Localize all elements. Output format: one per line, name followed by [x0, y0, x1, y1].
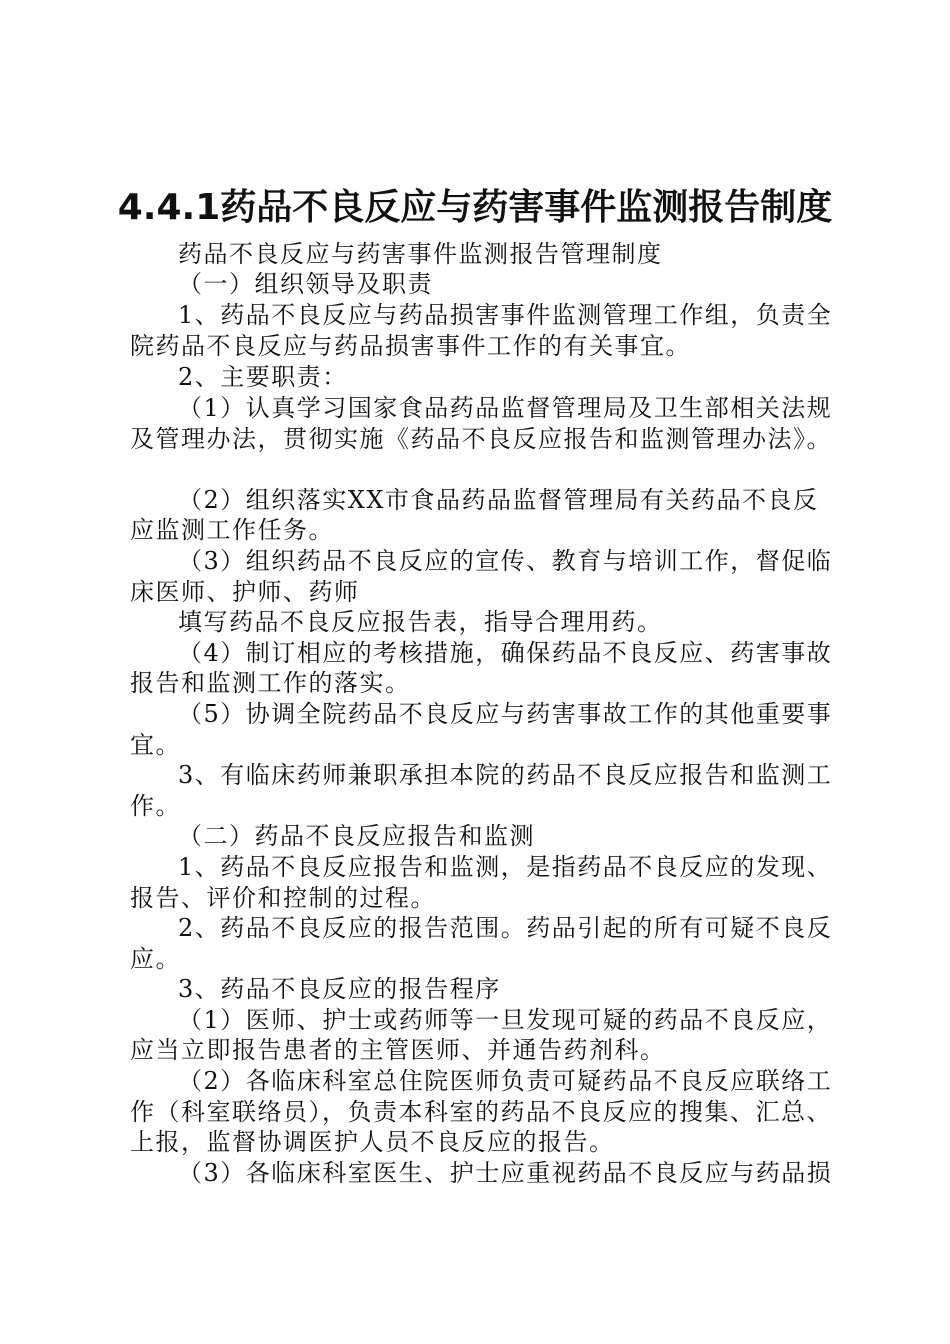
paragraph-line: 填写药品不良反应报告表，指导合理用药。	[178, 608, 663, 636]
paragraph-line: （3）各临床科室医生、护士应重视药品不良反应与药品损	[178, 1159, 833, 1187]
section-heading: （二）药品不良反应报告和监测	[178, 822, 535, 850]
paragraph-line: 2、药品不良反应的报告范围。药品引起的所有可疑不良反	[178, 914, 833, 942]
paragraph-line: （2）各临床科室总住院医师负责可疑药品不良反应联络工	[178, 1067, 833, 1095]
paragraph-line: 3、药品不良反应的报告程序	[178, 975, 501, 1003]
paragraph-line: 床医师、护师、药师	[130, 578, 360, 606]
paragraph-line: （1）医师、护士或药师等一旦发现可疑的药品不良反应，	[178, 1006, 833, 1034]
paragraph-line: 上报，监督协调医护人员不良反应的报告。	[130, 1128, 615, 1156]
subtitle-line: 药品不良反应与药害事件监测报告管理制度	[178, 240, 663, 268]
paragraph-line: 3、有临床药师兼职承担本院的药品不良反应报告和监测工	[178, 761, 833, 789]
paragraph-line: 2、主要职责：	[178, 363, 348, 391]
paragraph-line: （5）协调全院药品不良反应与药害事故工作的其他重要事	[178, 700, 833, 728]
paragraph-line: 作。	[130, 792, 181, 820]
paragraph-line: （2）组织落实XX市食品药品监督管理局有关药品不良反	[178, 486, 819, 514]
document-title: 4.4.1药品不良反应与药害事件监测报告制度	[117, 187, 833, 228]
paragraph-line: 报告、评价和控制的过程。	[130, 884, 436, 912]
paragraph-line: 应。	[130, 945, 181, 973]
paragraph-line: 宜。	[130, 731, 181, 759]
section-heading: （一）组织领导及职责	[178, 270, 433, 298]
paragraph-line: 院药品不良反应与药品损害事件工作的有关事宜。	[130, 332, 691, 360]
paragraph-line: 应监测工作任务。	[130, 516, 334, 544]
paragraph-line: 作（科室联络员），负责本科室的药品不良反应的搜集、汇总、	[130, 1098, 832, 1126]
paragraph-line: 应当立即报告患者的主管医师、并通告药剂科。	[130, 1036, 666, 1064]
paragraph-line: 1、药品不良反应与药品损害事件监测管理工作组，负责全	[178, 301, 833, 329]
paragraph-line: 及管理办法，贯彻实施《药品不良反应报告和监测管理办法》。	[130, 425, 832, 453]
paragraph-line: （1）认真学习国家食品药品监督管理局及卫生部相关法规	[178, 394, 833, 422]
paragraph-line: （3）组织药品不良反应的宣传、教育与培训工作，督促临	[178, 547, 833, 575]
paragraph-line: 1、药品不良反应报告和监测，是指药品不良反应的发现、	[178, 853, 833, 881]
paragraph-line: （4）制订相应的考核措施，确保药品不良反应、药害事故	[178, 639, 833, 667]
paragraph-line: 报告和监测工作的落实。	[130, 669, 411, 697]
